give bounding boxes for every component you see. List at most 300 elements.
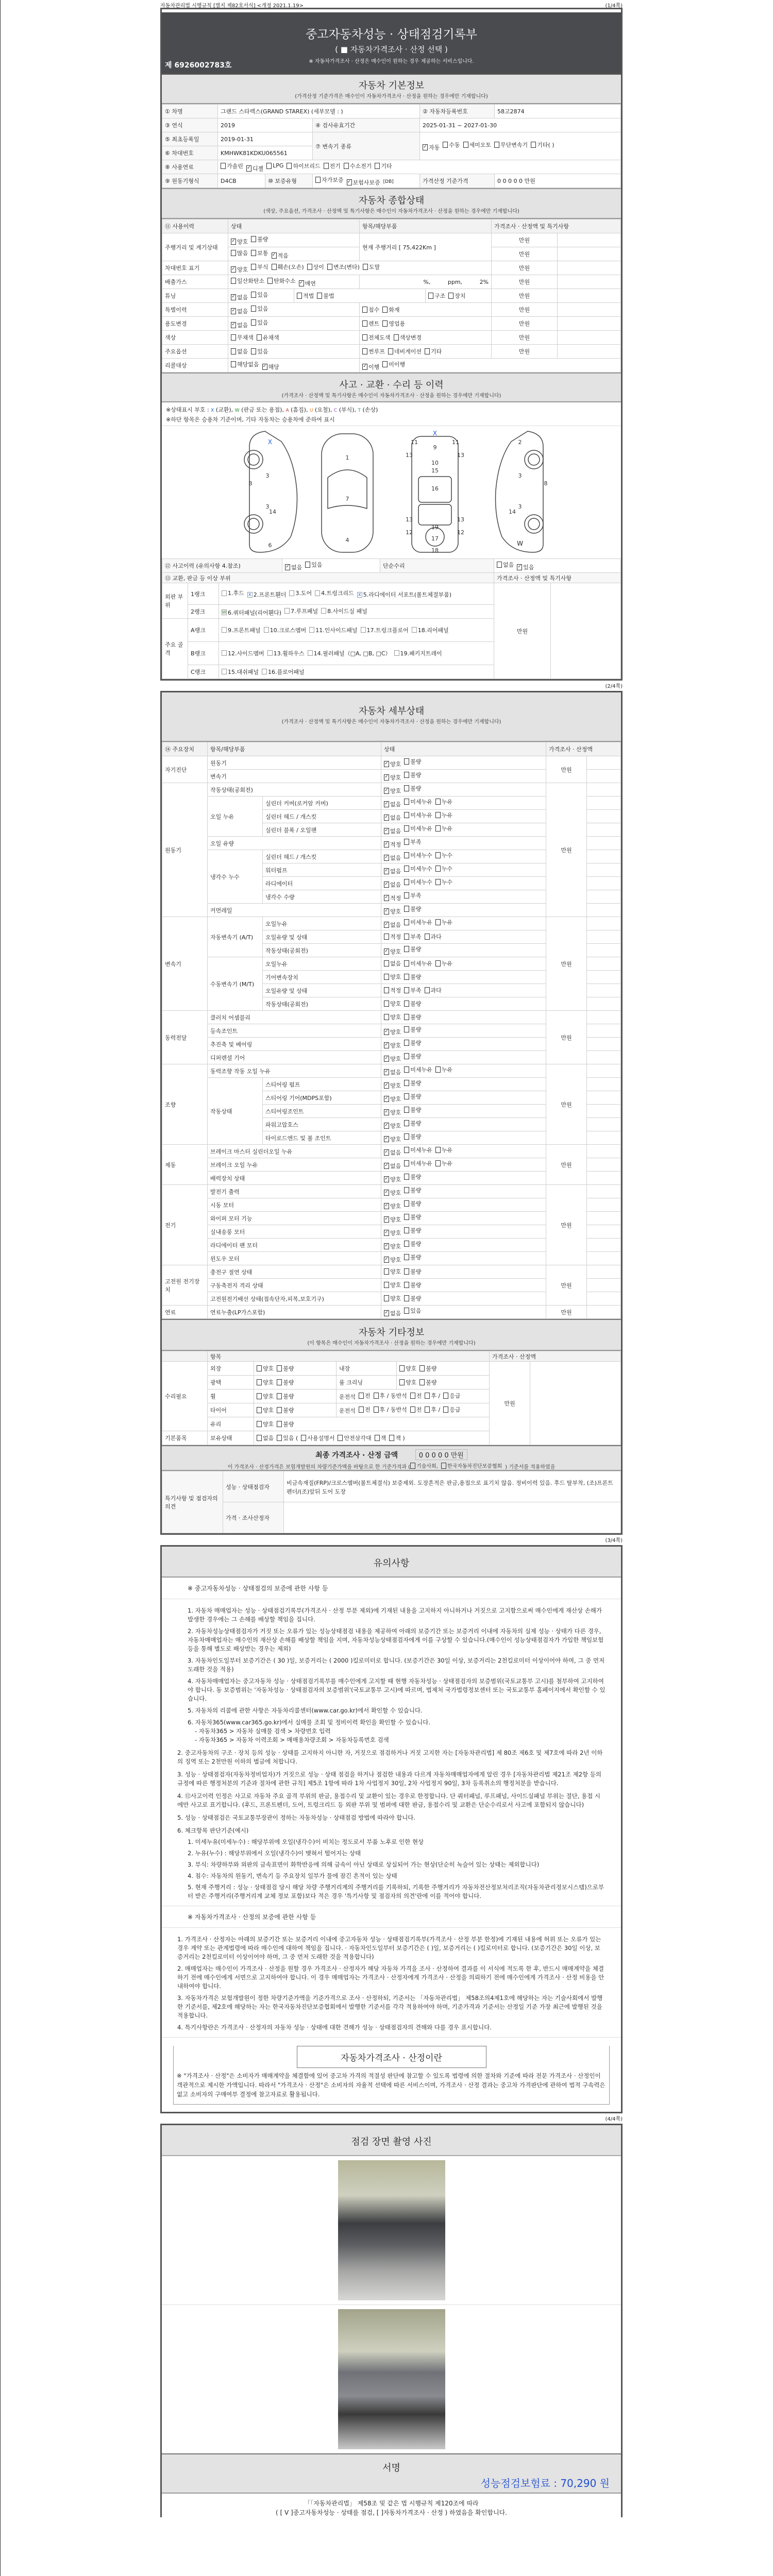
checkbox-option[interactable] (404, 1173, 421, 1181)
checkbox-label: 불량 (410, 1241, 422, 1247)
emission-values (360, 275, 492, 289)
checkbox-icon (251, 250, 256, 256)
final-price-note (162, 1462, 621, 1470)
checkbox-option[interactable] (384, 1202, 401, 1210)
checkbox-option[interactable] (257, 333, 279, 342)
item-label: 추진축 및 베어링 (208, 1038, 381, 1051)
checkbox-option[interactable] (384, 947, 401, 956)
price-note (587, 904, 621, 917)
price-note (587, 1024, 621, 1038)
checkbox-option[interactable] (287, 162, 320, 170)
checkbox-icon (267, 650, 273, 656)
checkbox-option[interactable] (382, 319, 405, 328)
checkbox-option[interactable] (299, 279, 316, 287)
checkbox-option[interactable] (231, 360, 259, 368)
checked-box-icon: ✓ (384, 1190, 389, 1195)
checkbox-option[interactable] (384, 1095, 401, 1103)
checkbox-option[interactable] (404, 905, 421, 913)
checkbox-option[interactable] (404, 1106, 421, 1114)
checkbox-option[interactable] (404, 824, 432, 833)
checkbox-option[interactable] (384, 1242, 401, 1250)
checkbox-option[interactable] (374, 1392, 407, 1400)
item-state (381, 890, 546, 904)
checkbox-option[interactable] (404, 959, 432, 968)
checkbox-option[interactable] (251, 347, 268, 355)
checkbox-option[interactable] (399, 1378, 416, 1386)
checkbox-option[interactable] (384, 1215, 401, 1224)
checkbox-option[interactable] (463, 141, 492, 149)
checkbox-option[interactable] (384, 1162, 401, 1170)
checkbox-option[interactable] (267, 277, 296, 285)
section-title: 자동차 종합상태 (358, 195, 425, 206)
checkbox-label: 불량 (410, 1254, 422, 1261)
checkbox-option[interactable] (404, 1226, 421, 1234)
checkbox-label: 양호 (390, 1216, 401, 1223)
checkbox-option[interactable] (419, 1378, 436, 1386)
checkbox-option[interactable] (315, 176, 344, 184)
checkbox-option[interactable] (384, 1229, 401, 1237)
checkbox-option[interactable] (251, 318, 268, 327)
panel-option[interactable] (222, 589, 244, 597)
checkbox-icon (321, 608, 326, 614)
checkbox-option[interactable] (435, 824, 452, 833)
checkbox-option[interactable] (384, 973, 401, 981)
checkbox-option[interactable] (246, 164, 263, 173)
note-item: 6. 체크항목 판단기준(예시) (177, 1827, 249, 1834)
checkbox-option[interactable] (231, 321, 248, 329)
panel-option[interactable] (315, 589, 354, 597)
checkbox-option[interactable] (338, 1434, 371, 1442)
checkbox-option[interactable] (257, 1420, 274, 1428)
checkbox-option[interactable] (443, 1405, 460, 1414)
checkbox-option[interactable] (362, 306, 379, 314)
checkbox-option[interactable] (404, 891, 421, 900)
checkbox-option[interactable] (359, 1405, 371, 1414)
basic-info-heading (162, 73, 621, 104)
checkbox-option[interactable] (359, 1392, 371, 1400)
checkbox-option[interactable] (435, 878, 452, 886)
checkbox-option[interactable] (384, 1068, 401, 1076)
checkbox-option[interactable] (404, 1240, 421, 1248)
checkbox-option[interactable] (384, 986, 401, 994)
checkbox-option[interactable] (425, 986, 442, 994)
checkbox-option[interactable] (384, 773, 401, 782)
checkbox-option[interactable] (404, 1146, 432, 1154)
checkbox-option[interactable] (384, 1122, 401, 1130)
checkbox-option[interactable] (394, 333, 422, 342)
checkbox-option[interactable] (277, 1378, 294, 1386)
checkbox-option[interactable] (419, 1364, 436, 1372)
checkbox-option[interactable] (404, 811, 432, 819)
checkbox-option[interactable] (384, 1281, 401, 1289)
checkbox-option[interactable] (347, 178, 380, 187)
section-note: (가격조사 · 산정액 및 특기사항은 매수인이 자동차가격조사 · 산정을 원하는 경우에만 기재합니다) (281, 393, 501, 399)
panel-option[interactable] (357, 590, 451, 599)
checkbox-option[interactable] (517, 563, 534, 571)
checked-box-icon: ✓ (384, 868, 389, 873)
checkbox-option[interactable] (388, 347, 422, 355)
checkbox-option[interactable] (251, 263, 268, 271)
checkbox-label: 없음 (237, 321, 248, 329)
checkbox-option[interactable] (404, 1186, 421, 1194)
checkbox-option[interactable] (435, 798, 452, 806)
checkbox-option[interactable] (404, 1013, 421, 1021)
checkbox-option[interactable] (251, 235, 268, 243)
checkbox-option[interactable] (425, 933, 442, 941)
checkbox-label: 불량 (410, 1107, 422, 1113)
checkbox-option[interactable] (404, 757, 421, 766)
checkbox-option[interactable] (443, 141, 460, 149)
checkbox-icon (344, 163, 349, 169)
checkbox-icon (221, 163, 226, 169)
checkbox-option[interactable] (251, 249, 268, 257)
checkbox-label: 탄화수소 (274, 277, 296, 284)
checkbox-option[interactable] (297, 292, 314, 300)
checkbox-option[interactable] (404, 918, 432, 926)
checkbox-option[interactable] (362, 347, 385, 355)
checked-box-icon: ✓ (384, 1109, 389, 1114)
checkbox-option[interactable] (277, 1364, 294, 1372)
checkbox-option[interactable] (384, 1081, 401, 1090)
checkbox-option[interactable] (404, 1294, 421, 1302)
checkbox-label: 양호 (390, 948, 401, 955)
column-header: 항목 (208, 1351, 490, 1362)
item-state (381, 1064, 546, 1078)
damage-mark-w: W (517, 540, 523, 547)
checkbox-option[interactable] (363, 263, 380, 271)
checkbox-label: 누유 (441, 1066, 453, 1073)
checkbox-option[interactable] (384, 894, 401, 902)
checkbox-option[interactable] (257, 1392, 274, 1400)
checkbox-option[interactable] (435, 1159, 452, 1167)
panel-option[interactable] (264, 626, 307, 634)
checkbox-option[interactable] (443, 1392, 460, 1400)
checkbox-option[interactable] (435, 959, 452, 968)
checkbox-option[interactable] (251, 304, 268, 313)
checkbox-option[interactable] (404, 999, 421, 1008)
checkbox-option[interactable] (277, 1406, 294, 1414)
table-row (162, 1185, 621, 1198)
checkbox-icon (262, 669, 267, 674)
panel-option[interactable] (308, 649, 391, 657)
checkbox-option[interactable] (384, 1294, 401, 1302)
checkbox-option[interactable] (257, 1378, 274, 1386)
group-label: 변속기 (162, 917, 208, 1011)
checkbox-option[interactable] (307, 263, 324, 271)
checkbox-option[interactable] (384, 1148, 401, 1157)
checkbox-icon (404, 987, 409, 993)
checkbox-option[interactable] (384, 1175, 401, 1183)
checkbox-option[interactable] (231, 277, 264, 285)
checkbox-option[interactable] (435, 918, 452, 926)
checkbox-option[interactable] (404, 1132, 421, 1141)
panel-option[interactable] (222, 608, 281, 617)
checkbox-option[interactable] (441, 1462, 502, 1469)
panel-number: 13 (406, 516, 413, 523)
checkbox-option[interactable] (404, 1267, 421, 1276)
checkbox-option[interactable] (410, 1462, 438, 1469)
checked-box-icon: ✓ (384, 1216, 389, 1222)
checkbox-label: 불량 (410, 974, 422, 980)
checkbox-option[interactable] (266, 162, 283, 169)
checkbox-label: 미세누유 (410, 1160, 432, 1167)
checkbox-option[interactable] (382, 306, 399, 314)
checkbox-option[interactable] (384, 1309, 401, 1317)
checkbox-option[interactable] (384, 921, 401, 929)
checkbox-option[interactable] (231, 307, 248, 315)
checkbox-label: 전기 (329, 162, 341, 170)
checkbox-option[interactable] (425, 347, 442, 355)
checkbox-option[interactable] (362, 319, 379, 328)
item-label: 클러치 어셈블리 (208, 1011, 381, 1024)
item-label: 오일유량 및 상태 (263, 930, 381, 944)
checkbox-option[interactable] (375, 162, 392, 170)
panel-option[interactable] (309, 626, 357, 634)
checkbox-option[interactable] (404, 1213, 421, 1221)
checkbox-option[interactable] (404, 986, 421, 994)
checkbox-option[interactable] (404, 1253, 421, 1261)
checkbox-label: 해당 (268, 363, 279, 370)
checkbox-icon (297, 293, 302, 299)
row-label: 용도변경 (162, 317, 228, 331)
checkbox-option[interactable] (404, 771, 421, 779)
checkbox-icon (307, 264, 312, 270)
checkbox-option[interactable] (231, 265, 248, 274)
recall-done (360, 359, 621, 372)
legend-symbol: T (358, 408, 361, 413)
checkbox-option[interactable] (404, 945, 421, 953)
checkbox-option[interactable] (384, 840, 401, 849)
checkbox-label: 미세누유 (410, 1147, 432, 1154)
checkbox-option[interactable] (231, 238, 248, 246)
checkbox-label: 불량 (283, 1420, 294, 1428)
panel-option[interactable] (267, 649, 305, 657)
checkbox-option[interactable] (324, 162, 341, 170)
panel-number: 3 (518, 503, 522, 510)
note-text: ) 기준서를 적용하였음 (505, 1464, 556, 1470)
checkbox-option[interactable] (374, 1405, 407, 1414)
checkbox-label: 전 (416, 1393, 422, 1399)
usage-type (360, 317, 492, 331)
checkbox-option[interactable] (384, 959, 401, 968)
checkbox-option[interactable] (425, 1392, 440, 1400)
checkbox-option[interactable] (384, 1135, 401, 1143)
checkbox-label: 화재 (389, 306, 400, 313)
page-number: (3/4쪽) (605, 1538, 623, 1544)
checkbox-option[interactable] (382, 360, 405, 368)
checkbox-option[interactable] (277, 1420, 294, 1428)
checkbox-option[interactable] (384, 800, 401, 808)
checkbox-option[interactable] (425, 1405, 440, 1414)
checkbox-label: 불량 (283, 1379, 294, 1386)
checkbox-label: 전체도색 (368, 334, 391, 341)
checkbox-option[interactable] (384, 1256, 401, 1264)
checkbox-option[interactable] (404, 1025, 421, 1033)
checkbox-option[interactable] (404, 1307, 421, 1315)
checkbox-option[interactable] (494, 141, 528, 149)
group-label: 고전원 전기장치 (162, 1265, 208, 1306)
checkbox-option[interactable] (221, 162, 243, 170)
item-label: 배력장치 상태 (208, 1172, 381, 1185)
label: ③ 연식 (162, 118, 218, 132)
checkbox-option[interactable] (435, 851, 452, 859)
checked-box-icon: ✓ (231, 294, 236, 299)
checkbox-option[interactable] (404, 1052, 421, 1060)
checkbox-option[interactable] (231, 347, 248, 355)
checkbox-option[interactable] (231, 293, 248, 301)
checkbox-option[interactable] (404, 1281, 421, 1289)
checkbox-option[interactable] (272, 251, 289, 260)
item-label: 스티어링조인트 (263, 1105, 381, 1118)
checkbox-option[interactable] (384, 1108, 401, 1116)
panel-option[interactable] (222, 649, 264, 657)
checkbox-option[interactable] (327, 263, 360, 271)
checkbox-option[interactable] (384, 760, 401, 768)
item-label: 작동상태(공회전) (263, 944, 381, 957)
car-side-outline (249, 431, 297, 552)
checkbox-option[interactable] (384, 1267, 401, 1276)
checkbox-option[interactable] (362, 363, 379, 371)
checkbox-option[interactable] (384, 1041, 401, 1049)
checkbox-option[interactable] (384, 814, 401, 822)
checkbox-option[interactable] (384, 999, 401, 1008)
checkbox-option[interactable] (384, 867, 401, 875)
checkbox-option[interactable] (384, 933, 401, 941)
panel-option[interactable] (412, 626, 449, 634)
checkbox-option[interactable] (384, 827, 401, 835)
price-note (587, 1158, 621, 1172)
checkbox-label: 양호 (390, 1295, 401, 1302)
checkbox-option[interactable] (497, 561, 514, 569)
checkbox-icon (361, 627, 366, 633)
checkbox-icon (338, 1435, 343, 1441)
column-header: 항목/해당부품 (360, 219, 492, 233)
panel-option[interactable] (284, 607, 318, 615)
car-top-outline (322, 434, 373, 552)
checkbox-icon (404, 812, 409, 818)
price-unit: 만원 (492, 303, 558, 317)
checkbox-option[interactable] (277, 1392, 294, 1400)
checkbox-option[interactable] (404, 1079, 421, 1087)
checkbox-option[interactable] (285, 563, 302, 571)
mileage-level (228, 247, 360, 261)
checkbox-option[interactable] (305, 561, 322, 569)
checkbox-option[interactable] (531, 141, 554, 149)
checkbox-option[interactable] (435, 865, 452, 873)
checkbox-label: 적정 (390, 987, 401, 994)
checkbox-option[interactable] (384, 1013, 401, 1021)
panel-option[interactable] (222, 668, 259, 676)
panel-option[interactable] (222, 626, 261, 634)
checkbox-option[interactable] (399, 1364, 416, 1372)
checkbox-label: 많음 (237, 249, 248, 257)
checkbox-option[interactable] (428, 292, 445, 300)
panel-option[interactable] (289, 589, 312, 597)
checkbox-option[interactable] (423, 143, 440, 151)
column-header: 가격조사 · 산정액 (490, 1351, 621, 1362)
checkbox-option[interactable] (375, 1434, 386, 1442)
section-title: 자동차 기본정보 (358, 80, 425, 91)
checkbox-option[interactable] (339, 1406, 356, 1415)
note-item: 4. 특기사항란은 가격조사 · 산정자의 자동차 성능 · 상태에 대한 견해가 성능 · 상태점검자의 견해와 다를 경우 표시합니다. (177, 2024, 492, 2031)
standard-options (410, 1465, 505, 1470)
checkbox-option[interactable] (404, 1119, 421, 1127)
checkbox-option[interactable] (410, 1405, 422, 1414)
checkbox-option[interactable] (404, 878, 432, 886)
checkbox-option[interactable] (301, 1434, 334, 1442)
checkbox-option[interactable] (404, 1159, 432, 1167)
checkbox-option[interactable] (404, 865, 432, 873)
checkbox-option[interactable] (435, 1065, 452, 1074)
checkbox-option[interactable] (384, 787, 401, 795)
checkbox-option[interactable] (384, 854, 401, 862)
checkbox-option[interactable] (404, 1199, 421, 1208)
checkbox-option[interactable] (404, 933, 421, 941)
checkbox-option[interactable] (251, 291, 268, 299)
checkbox-option[interactable] (272, 263, 304, 271)
checkbox-option[interactable] (384, 1055, 401, 1063)
checkbox-option[interactable] (435, 811, 452, 819)
checkbox-option[interactable] (257, 1364, 274, 1372)
checkbox-option[interactable] (410, 1392, 422, 1400)
panel-option[interactable] (321, 607, 367, 615)
checkbox-option[interactable] (339, 1393, 356, 1401)
panel-option[interactable] (262, 668, 305, 676)
panel-option[interactable] (247, 590, 287, 599)
panel-number: 3 (518, 472, 522, 479)
checked-box-icon: ✓ (384, 1203, 389, 1208)
checkbox-option[interactable] (389, 1434, 405, 1442)
checkbox-option[interactable] (262, 363, 279, 371)
checkbox-option[interactable] (404, 798, 432, 806)
checkbox-option[interactable] (435, 1146, 452, 1154)
row-label: 주행거리 및 계기상태 (162, 233, 228, 261)
checkbox-option[interactable] (257, 1434, 274, 1442)
checkbox-option[interactable] (404, 973, 421, 981)
checkbox-option[interactable] (448, 292, 465, 300)
checkbox-option[interactable] (384, 907, 401, 916)
item-state (381, 783, 546, 796)
wheel-icon (525, 515, 543, 533)
checkbox-option[interactable] (231, 249, 248, 257)
checkbox-option[interactable] (384, 1028, 401, 1036)
checkbox-option[interactable] (257, 1406, 274, 1414)
checkbox-option[interactable] (384, 880, 401, 889)
checkbox-option[interactable] (277, 1434, 298, 1442)
checkbox-option[interactable] (404, 1065, 432, 1074)
label: ① 차명 (162, 105, 218, 118)
price-note (587, 1265, 621, 1279)
inspection-photo-front (338, 2160, 445, 2300)
panel-option[interactable] (361, 626, 409, 634)
panel-option[interactable] (394, 649, 442, 657)
checkbox-option[interactable] (317, 292, 334, 300)
checkbox-option[interactable] (231, 333, 254, 342)
price-note (587, 1131, 621, 1145)
first-registration: 2019-01-31 (218, 132, 313, 146)
checked-box-icon: ✓ (384, 895, 389, 900)
checkbox-option[interactable] (404, 784, 421, 792)
checkbox-option[interactable] (404, 1092, 421, 1100)
checked-box-icon: ✓ (347, 179, 351, 184)
checkbox-option[interactable] (384, 1189, 401, 1197)
checkbox-option[interactable] (404, 838, 421, 846)
checkbox-option[interactable] (362, 333, 391, 342)
tuning-legality (294, 289, 426, 303)
checkbox-option[interactable] (404, 851, 432, 859)
checkbox-option[interactable] (344, 162, 372, 170)
checkbox-option[interactable] (404, 1039, 421, 1047)
